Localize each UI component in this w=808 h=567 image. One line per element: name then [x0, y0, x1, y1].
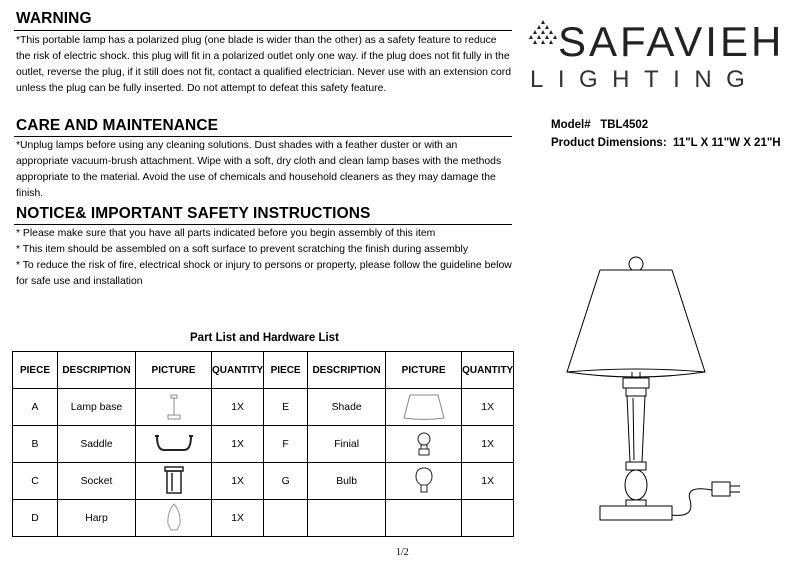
dimensions-line: [551, 137, 781, 149]
piece-cell: B: [13, 426, 58, 463]
qty-cell: 1X: [212, 463, 264, 500]
table-row: [13, 500, 514, 537]
notice-title: NOTICE& IMPORTANT SAFETY INSTRUCTIONS: [16, 205, 371, 222]
finial-icon: [414, 429, 434, 459]
qty-cell: 1X: [462, 463, 514, 500]
lamp-base-icon: [159, 393, 189, 421]
qty-cell: 1X: [212, 500, 264, 537]
table-row: [13, 463, 514, 500]
picture-cell: [386, 463, 462, 500]
piece-cell: F: [264, 426, 308, 463]
picture-cell: [136, 426, 212, 463]
warning-text: *This portable lamp has a polarized plug (one blade is wider than the other) as a safety feature to reduce the risk of electric shock. this plug will fit in a polarized outlet only one way. if the plug does not fit fully in the outlet, reverse the plug, if it still does not fit, contact a qualified electrician. Never use with an extension cord unless the plug can be fully inserted. Do not attempt to defeat this safety feature.: [16, 35, 511, 94]
piece-cell: D: [13, 500, 58, 537]
col-header: DESCRIPTION: [308, 352, 386, 389]
table-row: [13, 426, 514, 463]
model-number: TBL4502: [600, 119, 649, 131]
chandelier-logo-icon: [527, 20, 559, 46]
desc-cell: Socket: [58, 463, 136, 500]
saddle-icon: [154, 432, 194, 456]
notice-rule: [14, 224, 512, 225]
col-header: PIECE: [13, 352, 58, 389]
piece-cell: G: [264, 463, 308, 500]
col-header: PICTURE: [136, 352, 212, 389]
col-header: QUANTITY: [462, 352, 514, 389]
piece-cell: A: [13, 389, 58, 426]
desc-cell: Shade: [308, 389, 386, 426]
brand-name: SAFAVIEH: [558, 18, 785, 65]
desc-cell: Lamp base: [58, 389, 136, 426]
col-header: PIECE: [264, 352, 308, 389]
bulb-icon: [414, 466, 434, 496]
picture-cell: [386, 389, 462, 426]
notice-text: [16, 226, 512, 290]
dimensions-value: 11"L X 11"W X 21"H: [673, 137, 781, 149]
model-line: [551, 119, 648, 131]
care-rule: [14, 136, 512, 137]
notice-line: * Please make sure that you have all parts indicated before you begin assembly of this item: [16, 228, 436, 239]
empty-cell: [462, 500, 514, 537]
empty-cell: [264, 500, 308, 537]
qty-cell: 1X: [212, 389, 264, 426]
table-row: [13, 389, 514, 426]
piece-cell: E: [264, 389, 308, 426]
col-header: PICTURE: [386, 352, 462, 389]
empty-cell: [308, 500, 386, 537]
table-caption: Part List and Hardware List: [190, 332, 339, 344]
brand-sub: LIGHTING: [530, 66, 760, 93]
piece-cell: C: [13, 463, 58, 500]
col-header: QUANTITY: [212, 352, 264, 389]
picture-cell: [136, 463, 212, 500]
qty-cell: 1X: [462, 389, 514, 426]
picture-cell: [386, 426, 462, 463]
shade-icon: [402, 392, 446, 422]
table-header-row: [13, 352, 514, 389]
dimensions-label: Product Dimensions:: [551, 137, 667, 149]
desc-cell: Saddle: [58, 426, 136, 463]
qty-cell: 1X: [212, 426, 264, 463]
socket-icon: [162, 465, 186, 497]
harp-icon: [163, 502, 185, 534]
desc-cell: Harp: [58, 500, 136, 537]
empty-cell: [386, 500, 462, 537]
lamp-illustration: [560, 250, 750, 530]
notice-line: * This item should be assembled on a soft surface to prevent scratching the finish during assembly: [16, 244, 469, 255]
picture-cell: [136, 389, 212, 426]
care-text: *Unplug lamps before using any cleaning solutions. Dust shades with a feather duster or with an appropriate vacuum-brush attachment. Wipe with a soft, dry cloth and clean lamp bases with the methods appropriate to the material. Avoid the use of chemicals and household cleaners as they may damage the finish.: [16, 140, 502, 199]
desc-cell: Finial: [308, 426, 386, 463]
desc-cell: Bulb: [308, 463, 386, 500]
care-title: CARE AND MAINTENANCE: [16, 117, 219, 134]
warning-title: WARNING: [16, 10, 92, 27]
qty-cell: 1X: [462, 426, 514, 463]
notice-line: * To reduce the risk of fire, electrical shock or injury to persons or property, please follow the guideline below for safe use and installation: [16, 260, 512, 287]
col-header: DESCRIPTION: [58, 352, 136, 389]
page-number: 1/2: [396, 547, 409, 558]
parts-table: [12, 351, 514, 537]
picture-cell: [136, 500, 212, 537]
model-label: Model#: [551, 119, 591, 131]
warning-rule: [14, 30, 512, 31]
